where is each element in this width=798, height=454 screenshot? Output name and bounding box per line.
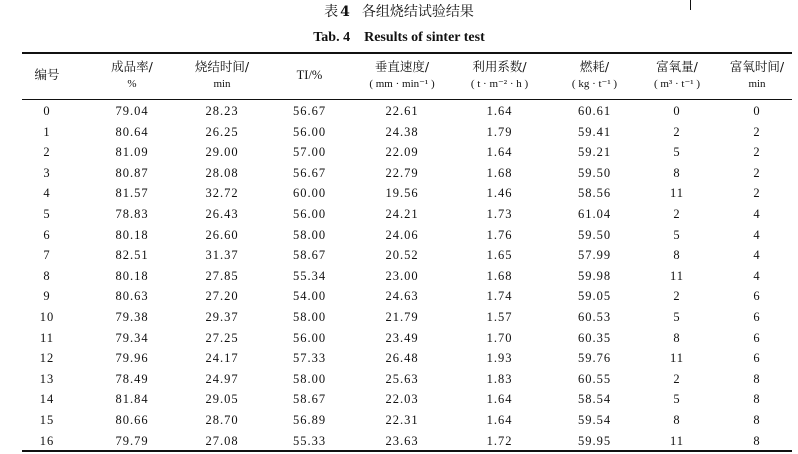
table-row bbox=[22, 286, 792, 307]
table-caption-chinese bbox=[0, 2, 798, 22]
cell-ti: 58.67 bbox=[292, 248, 327, 263]
cell-utilization: 1.79 bbox=[486, 124, 513, 139]
cell-sinter-time: 28.08 bbox=[205, 165, 239, 180]
cell-sinter-time: 27.85 bbox=[205, 268, 239, 283]
cell-yield: 80.64 bbox=[115, 124, 149, 139]
cell-yield: 79.34 bbox=[115, 330, 149, 345]
cell-oxygen-amount: 11 bbox=[669, 351, 685, 366]
cell-id: 1 bbox=[43, 124, 51, 139]
cell-oxygen-time: 2 bbox=[753, 165, 761, 180]
table-row bbox=[22, 142, 792, 163]
cell-sinter-time: 24.17 bbox=[205, 351, 239, 366]
cell-oxygen-time: 4 bbox=[753, 248, 761, 263]
cell-utilization: 1.74 bbox=[486, 289, 513, 304]
cell-sinter-time: 32.72 bbox=[205, 186, 239, 201]
cell-id: 8 bbox=[43, 268, 51, 283]
cell-vertical-speed: 23.00 bbox=[385, 268, 419, 283]
cell-oxygen-time: 2 bbox=[753, 124, 761, 139]
column-header-utilization bbox=[457, 55, 542, 97]
cell-fuel-consumption: 60.61 bbox=[577, 104, 612, 118]
cell-sinter-time: 27.08 bbox=[205, 433, 239, 448]
cell-sinter-time: 24.97 bbox=[205, 371, 239, 386]
caption-cn-number: 4 bbox=[340, 4, 350, 20]
cell-fuel-consumption: 59.41 bbox=[577, 124, 612, 139]
cell-oxygen-amount: 11 bbox=[669, 433, 685, 448]
cell-fuel-consumption: 58.54 bbox=[577, 392, 612, 407]
cell-fuel-consumption: 59.05 bbox=[577, 289, 612, 304]
cell-sinter-time: 26.60 bbox=[205, 227, 239, 242]
cell-oxygen-amount: 5 bbox=[673, 309, 681, 324]
column-header-label: 利用系数/ bbox=[472, 59, 527, 74]
cell-ti: 57.33 bbox=[292, 351, 327, 366]
cell-utilization: 1.64 bbox=[486, 392, 513, 407]
cell-utilization: 1.70 bbox=[486, 330, 513, 345]
cell-fuel-consumption: 57.99 bbox=[577, 248, 612, 263]
table-row bbox=[22, 225, 792, 246]
cell-oxygen-time: 4 bbox=[753, 227, 761, 242]
cell-oxygen-amount: 8 bbox=[673, 330, 681, 345]
cell-vertical-speed: 24.38 bbox=[385, 124, 419, 139]
column-header-unit: ( t · m⁻² · h ) bbox=[470, 78, 529, 90]
cell-yield: 81.09 bbox=[115, 145, 149, 160]
cell-sinter-time: 28.23 bbox=[205, 104, 239, 118]
cell-oxygen-time: 6 bbox=[753, 289, 761, 304]
cell-utilization: 1.72 bbox=[486, 433, 513, 448]
cell-vertical-speed: 22.79 bbox=[385, 165, 419, 180]
cell-utilization: 1.73 bbox=[486, 206, 513, 221]
cell-id: 4 bbox=[43, 186, 51, 201]
column-header-unit: min bbox=[748, 78, 766, 90]
cell-oxygen-amount: 11 bbox=[669, 186, 685, 201]
cell-sinter-time: 29.00 bbox=[205, 145, 239, 160]
cell-sinter-time: 27.25 bbox=[205, 330, 239, 345]
column-header-label: 垂直速度/ bbox=[374, 59, 430, 74]
cell-vertical-speed: 24.06 bbox=[385, 227, 419, 242]
caption-cn-prefix: 表 bbox=[324, 4, 339, 20]
column-header-unit: % bbox=[127, 78, 137, 90]
cell-id: 7 bbox=[43, 248, 51, 263]
cell-oxygen-amount: 8 bbox=[673, 165, 681, 180]
cell-sinter-time: 26.43 bbox=[205, 206, 239, 221]
cell-ti: 55.34 bbox=[292, 268, 327, 283]
column-header-label: 成品率/ bbox=[111, 59, 153, 74]
cell-fuel-consumption: 59.76 bbox=[577, 351, 612, 366]
column-header-unit: ( m³ · t⁻¹ ) bbox=[653, 78, 700, 90]
cell-yield: 79.04 bbox=[115, 104, 149, 118]
column-header-vertical-speed bbox=[352, 55, 452, 97]
cell-oxygen-time: 6 bbox=[753, 351, 761, 366]
column-header-label: 烧结时间/ bbox=[194, 59, 250, 74]
cell-id: 13 bbox=[39, 371, 55, 386]
cell-id: 15 bbox=[39, 412, 55, 427]
table-header bbox=[22, 55, 792, 97]
cell-vertical-speed: 19.56 bbox=[385, 186, 419, 201]
cell-oxygen-amount: 2 bbox=[673, 206, 681, 221]
column-header-yield bbox=[92, 55, 172, 97]
cell-oxygen-amount: 2 bbox=[673, 289, 681, 304]
cell-vertical-speed: 23.63 bbox=[385, 433, 419, 448]
table-top-rule bbox=[22, 52, 792, 54]
cell-oxygen-time: 0 bbox=[753, 104, 761, 118]
cell-fuel-consumption: 58.56 bbox=[577, 186, 612, 201]
cell-oxygen-amount: 5 bbox=[673, 227, 681, 242]
cell-sinter-time: 28.70 bbox=[205, 412, 239, 427]
caption-en-title: Results of sinter test bbox=[364, 30, 485, 45]
table-row bbox=[22, 183, 792, 204]
table-row bbox=[22, 328, 792, 349]
table-row bbox=[22, 163, 792, 184]
cell-yield: 80.63 bbox=[115, 289, 149, 304]
cell-oxygen-amount: 2 bbox=[673, 124, 681, 139]
cell-ti: 58.00 bbox=[292, 371, 327, 386]
cell-vertical-speed: 23.49 bbox=[385, 330, 419, 345]
cell-oxygen-time: 6 bbox=[753, 330, 761, 345]
column-header-unit: ( kg · t⁻¹ ) bbox=[571, 78, 618, 90]
column-header-id bbox=[22, 55, 72, 97]
cell-oxygen-time: 8 bbox=[753, 392, 761, 407]
cell-vertical-speed: 24.63 bbox=[385, 289, 419, 304]
cell-ti: 56.00 bbox=[292, 330, 327, 345]
column-header-oxygen-amount bbox=[632, 55, 722, 97]
cell-vertical-speed: 21.79 bbox=[385, 309, 419, 324]
caption-cn-title: 各组烧结试验结果 bbox=[361, 4, 474, 20]
cell-ti: 60.00 bbox=[292, 186, 327, 201]
table-row bbox=[22, 348, 792, 369]
cell-yield: 79.79 bbox=[115, 433, 149, 448]
cell-id: 2 bbox=[43, 145, 51, 160]
cell-ti: 58.00 bbox=[292, 309, 327, 324]
cell-ti: 56.00 bbox=[292, 206, 327, 221]
cell-oxygen-amount: 5 bbox=[673, 145, 681, 160]
cell-yield: 82.51 bbox=[115, 248, 149, 263]
table-row bbox=[22, 389, 792, 410]
cell-fuel-consumption: 59.54 bbox=[577, 412, 612, 427]
cell-yield: 80.18 bbox=[115, 227, 149, 242]
cell-oxygen-time: 2 bbox=[753, 186, 761, 201]
cell-ti: 56.67 bbox=[292, 104, 327, 118]
cell-oxygen-amount: 8 bbox=[673, 248, 681, 263]
cell-oxygen-time: 8 bbox=[753, 412, 761, 427]
cell-id: 16 bbox=[39, 433, 55, 448]
column-header-unit: min bbox=[213, 78, 231, 90]
column-header-label: 富氧量/ bbox=[656, 59, 698, 74]
cell-ti: 56.67 bbox=[292, 165, 327, 180]
cell-oxygen-time: 2 bbox=[753, 145, 761, 160]
cell-id: 12 bbox=[39, 351, 55, 366]
cell-vertical-speed: 22.31 bbox=[385, 412, 419, 427]
column-header-oxygen-time bbox=[722, 55, 792, 97]
cell-sinter-time: 31.37 bbox=[205, 248, 239, 263]
table-row bbox=[22, 204, 792, 225]
cell-utilization: 1.46 bbox=[486, 186, 513, 201]
cell-fuel-consumption: 60.35 bbox=[577, 330, 612, 345]
table-row bbox=[22, 410, 792, 431]
cell-yield: 80.18 bbox=[115, 268, 149, 283]
table-row bbox=[22, 266, 792, 287]
cell-utilization: 1.93 bbox=[486, 351, 513, 366]
cell-utilization: 1.68 bbox=[486, 165, 513, 180]
cell-utilization: 1.64 bbox=[486, 145, 513, 160]
cell-oxygen-time: 6 bbox=[753, 309, 761, 324]
cell-utilization: 1.65 bbox=[486, 248, 513, 263]
cell-id: 9 bbox=[43, 289, 51, 304]
table-row bbox=[22, 307, 792, 328]
cell-yield: 81.84 bbox=[115, 392, 149, 407]
column-header-label: TI/% bbox=[296, 68, 323, 82]
cell-ti: 55.33 bbox=[292, 433, 327, 448]
cell-yield: 78.49 bbox=[115, 371, 149, 386]
cell-id: 6 bbox=[43, 227, 51, 242]
cell-fuel-consumption: 59.50 bbox=[577, 165, 612, 180]
cell-vertical-speed: 25.63 bbox=[385, 371, 419, 386]
cell-yield: 78.83 bbox=[115, 206, 149, 221]
cell-oxygen-time: 8 bbox=[753, 371, 761, 386]
cell-id: 3 bbox=[43, 165, 51, 180]
cell-fuel-consumption: 61.04 bbox=[577, 206, 612, 221]
cell-vertical-speed: 20.52 bbox=[385, 248, 419, 263]
cell-id: 14 bbox=[39, 392, 55, 407]
cell-utilization: 1.83 bbox=[486, 371, 513, 386]
table-header-rule bbox=[22, 99, 792, 100]
cell-utilization: 1.64 bbox=[486, 104, 513, 118]
cell-ti: 58.00 bbox=[292, 227, 327, 242]
cell-fuel-consumption: 59.50 bbox=[577, 227, 612, 242]
cell-fuel-consumption: 59.98 bbox=[577, 268, 612, 283]
cell-utilization: 1.68 bbox=[486, 268, 513, 283]
cell-fuel-consumption: 59.21 bbox=[577, 145, 612, 160]
cell-id: 10 bbox=[39, 309, 55, 324]
cell-sinter-time: 26.25 bbox=[205, 124, 239, 139]
cell-oxygen-amount: 0 bbox=[673, 104, 681, 118]
cell-utilization: 1.57 bbox=[486, 309, 513, 324]
cell-ti: 54.00 bbox=[292, 289, 327, 304]
cell-vertical-speed: 22.03 bbox=[385, 392, 419, 407]
cell-ti: 57.00 bbox=[292, 145, 327, 160]
cell-utilization: 1.76 bbox=[486, 227, 513, 242]
cell-oxygen-amount: 11 bbox=[669, 268, 685, 283]
table-row bbox=[22, 369, 792, 390]
cell-oxygen-amount: 5 bbox=[673, 392, 681, 407]
cell-oxygen-time: 4 bbox=[753, 268, 761, 283]
cell-id: 0 bbox=[43, 104, 51, 118]
column-header-label: 编号 bbox=[34, 67, 60, 82]
table-caption-english bbox=[0, 28, 798, 48]
cell-yield: 80.66 bbox=[115, 412, 149, 427]
cell-oxygen-time: 4 bbox=[753, 206, 761, 221]
table-row bbox=[22, 122, 792, 143]
cell-yield: 81.57 bbox=[115, 186, 149, 201]
cell-fuel-consumption: 59.95 bbox=[577, 433, 612, 448]
cell-utilization: 1.64 bbox=[486, 412, 513, 427]
cell-ti: 56.89 bbox=[292, 412, 327, 427]
table-row bbox=[22, 101, 792, 122]
cell-vertical-speed: 24.21 bbox=[385, 206, 419, 221]
cell-yield: 79.38 bbox=[115, 309, 149, 324]
cell-vertical-speed: 22.09 bbox=[385, 145, 419, 160]
column-header-label: 富氧时间/ bbox=[729, 59, 785, 74]
cell-vertical-speed: 22.61 bbox=[385, 104, 419, 118]
cell-yield: 79.96 bbox=[115, 351, 149, 366]
cell-id: 5 bbox=[43, 206, 51, 221]
table-body bbox=[22, 101, 792, 451]
column-header-unit: ( mm · min⁻¹ ) bbox=[369, 78, 435, 90]
cell-sinter-time: 29.05 bbox=[205, 392, 239, 407]
cell-oxygen-amount: 2 bbox=[673, 371, 681, 386]
cell-fuel-consumption: 60.55 bbox=[577, 371, 612, 386]
cell-oxygen-amount: 8 bbox=[673, 412, 681, 427]
column-header-sinter-time bbox=[177, 55, 267, 97]
cell-oxygen-time: 8 bbox=[753, 433, 761, 448]
column-header-label: 燃耗/ bbox=[579, 59, 610, 74]
column-header-ti bbox=[272, 55, 347, 97]
cell-id: 11 bbox=[39, 330, 55, 345]
cell-sinter-time: 29.37 bbox=[205, 309, 239, 324]
cell-sinter-time: 27.20 bbox=[205, 289, 239, 304]
cell-yield: 80.87 bbox=[115, 165, 149, 180]
table-row bbox=[22, 431, 792, 452]
caption-en-prefix: Tab. 4 bbox=[313, 30, 351, 45]
table-row bbox=[22, 245, 792, 266]
cell-fuel-consumption: 60.53 bbox=[577, 309, 612, 324]
cell-vertical-speed: 26.48 bbox=[385, 351, 419, 366]
cell-ti: 56.00 bbox=[292, 124, 327, 139]
cell-ti: 58.67 bbox=[292, 392, 327, 407]
